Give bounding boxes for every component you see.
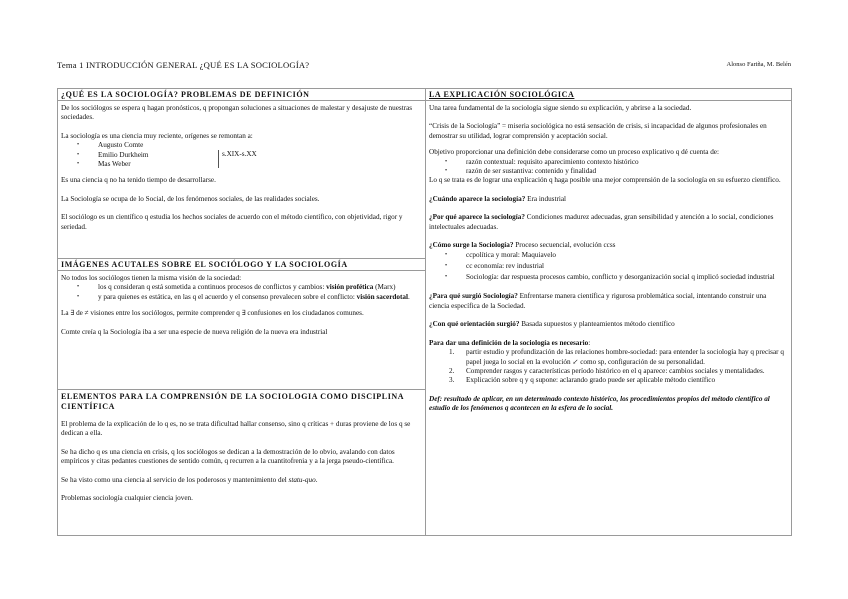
- section-body: [426, 101, 791, 414]
- section-body: [58, 271, 425, 337]
- paragraph: Objetivo proporcionar una definición debe considerarse como un proceso explicativo q dé cuenta de:: [429, 148, 719, 157]
- paragraph: Problemas sociología cualquier ciencia joven.: [61, 494, 193, 503]
- bullet-list: [429, 250, 788, 283]
- right-column: [426, 89, 791, 535]
- authors-list: [61, 141, 218, 169]
- qa-why: ¿Por qué aparece la sociología? Condiciones madurez adecuadas, gran sensibilidad y atención a lo social, condiciones intelectuales adecuadas.: [429, 213, 774, 231]
- bullet-list: [429, 158, 788, 177]
- list-item: • cc economía: rev industrial: [466, 261, 788, 272]
- paragraph: El problema de la explicación de lo q es, no se trata dificultad hallar consenso, sino q críticas + duras proviene de los q se dedican a ella.: [61, 420, 411, 438]
- paragraph: La Sociología se ocupa de lo Social, de los fenómenos sociales, de las realidades sociales.: [61, 194, 320, 203]
- section-body: [58, 101, 425, 232]
- section-heading-row: [58, 89, 425, 101]
- list-item: • Mas Weber: [98, 160, 218, 169]
- qa-how: ¿Cómo surge la Sociología? Proceso secuencial, evolución ccss: [429, 241, 616, 250]
- list-item: • Augusto Comte: [98, 141, 218, 150]
- paragraph: La sociología es una ciencia muy reciente, orígenes se remontan a:: [61, 131, 253, 140]
- section-heading: IMÁGENES ACUTALES SOBRE EL SOCIÓLOGO Y LA SOCIOLOGÍA: [61, 260, 348, 269]
- section-heading: ¿QUÉ ES LA SOCIOLOGÍA? PROBLEMAS DE DEFINICIÓN: [61, 90, 310, 99]
- section-heading-row: [58, 259, 425, 271]
- bullet-list: [61, 283, 422, 302]
- paragraph: Lo q se trata es de lograr una explicación q haga posible una mejor comprensión de la sociología en su esfuerzo científico.: [429, 176, 781, 185]
- paragraph: Una tarea fundamental de la sociología sigue siendo su explicación, y abrirse a la sociedad.: [429, 104, 692, 112]
- section-images: [58, 259, 425, 390]
- qa-when: ¿Cuándo aparece la sociología? Era industrial: [429, 194, 567, 203]
- paragraph: Comte creía q la Sociología iba a ser una especie de nueva religión de la nueva era industrial: [61, 327, 328, 336]
- paragraph: La ∃ de ≠ visiones entre los sociólogos, permite comprender q ∃ confusiones en los ciudadanos comunes.: [61, 309, 364, 318]
- page-title: Tema 1 INTRODUCCIÓN GENERAL ¿QUÉ ES LA SOCIOLOGÍA?: [57, 60, 310, 70]
- section-heading-row: [58, 390, 425, 412]
- section-heading-row: [426, 89, 791, 101]
- section-body: [58, 412, 425, 503]
- period-label: s.XIX-s.XX: [218, 150, 257, 168]
- list-item: • razón contextual: requisito aparecimiento contexto histórico: [466, 158, 788, 167]
- list-item: 3. Explicación sobre q y q supone: aclarando grado puede ser aplicable método científico: [449, 376, 716, 385]
- section-definition: [58, 89, 425, 259]
- paragraph: Se ha dicho q es una ciencia en crisis, q los sociólogos se dedican a la demostración de lo obvio, avalando con datos empíricos y citas pedantes cuestiones de sentido común, q recurren a la cuantitofrenia y a la jerga pseudo-científica.: [61, 447, 395, 466]
- list-item: 1. partir estudio y profundización de las relaciones hombre-sociedad: para entender la sociología hay q precisar q papel juega lo social en la evolución ↙ como sp, configuración de su personalidad.: [449, 348, 784, 366]
- notes-table: [57, 88, 792, 536]
- paragraph: “Crisis de la Sociología” = miseria sociológica no está sensación de crisis, si incapacidad de algunos profesionales en demostrar su utilidad, lograr comprensión y aceptación social.: [429, 122, 767, 140]
- definition-text: Def: resultado de aplicar, en un determinado contexto histórico, los procedimientos propios del método científico al estudio de los fenómenos q acontecen en la esfera de lo social.: [429, 394, 770, 413]
- paragraph: De los sociólogos se espera q hagan pronósticos, q propongan soluciones a situaciones de malestar y desajuste de nuestras sociedades.: [61, 104, 413, 122]
- list-item: • Emilio Durkheim: [98, 151, 218, 160]
- section-heading: ELEMENTOS PARA LA COMPRENSIÓN DE LA SOCIOLOGIA COMO DISCIPLINA CIENTÍFICA: [61, 392, 404, 411]
- list-item: • ccpolítica y moral: Maquiavelo: [466, 250, 788, 261]
- paragraph: El sociólogo es un científico q estudia los hechos sociales de acuerdo con el método científico, con objetividad, rigor y seriedad.: [61, 213, 403, 231]
- section-heading: LA EXPLICACIÓN SOCIOLÓGICA: [429, 90, 575, 99]
- list-item: • y para quienes es estática, en las q el acuerdo y el consenso prevalecen sobre el conflicto: visión sacerdotal.: [98, 293, 422, 302]
- list-item: 2. Comprender rasgos y características período histórico en el q aparece: cambios sociales y mentalidades.: [449, 366, 765, 375]
- list-item: • razón de ser sustantiva: contenido y finalidad: [466, 167, 788, 176]
- page-author: Alonso Fariña, M. Belén: [726, 61, 791, 68]
- paragraph: No todos los sociólogos tienen la misma visión de la sociedad:: [61, 274, 242, 282]
- paragraph: Es una ciencia q no ha tenido tiempo de desarrollarse.: [61, 176, 216, 185]
- numbered-list: [429, 348, 788, 386]
- authors-block: [61, 141, 422, 169]
- definition-intro: Para dar una definición de la sociología es necesario:: [429, 338, 591, 347]
- list-item: • Sociología: dar respuesta procesos cambio, conflicto y desorganización social q implicó sociedad industrial: [466, 272, 788, 283]
- page-header: [57, 60, 791, 72]
- qa-what-for: ¿Para qué surgió Sociología? Enfrentarse manera científica y rigurosa problemática social, intentando construir una ciencia específica de la Sociedad.: [429, 292, 767, 310]
- left-column: [58, 89, 426, 535]
- qa-orientation: ¿Con qué orientación surgió? Basada supuestos y planteamientos método científico: [429, 320, 675, 329]
- list-item: • los q consideran q está sometida a continuos procesos de conflictos y cambios: visión profética (Marx): [98, 283, 422, 292]
- section-elements: [58, 390, 425, 535]
- paragraph: Se ha visto como una ciencia al servicio de los poderosos y mantenimiento del statu-quo.: [61, 475, 318, 484]
